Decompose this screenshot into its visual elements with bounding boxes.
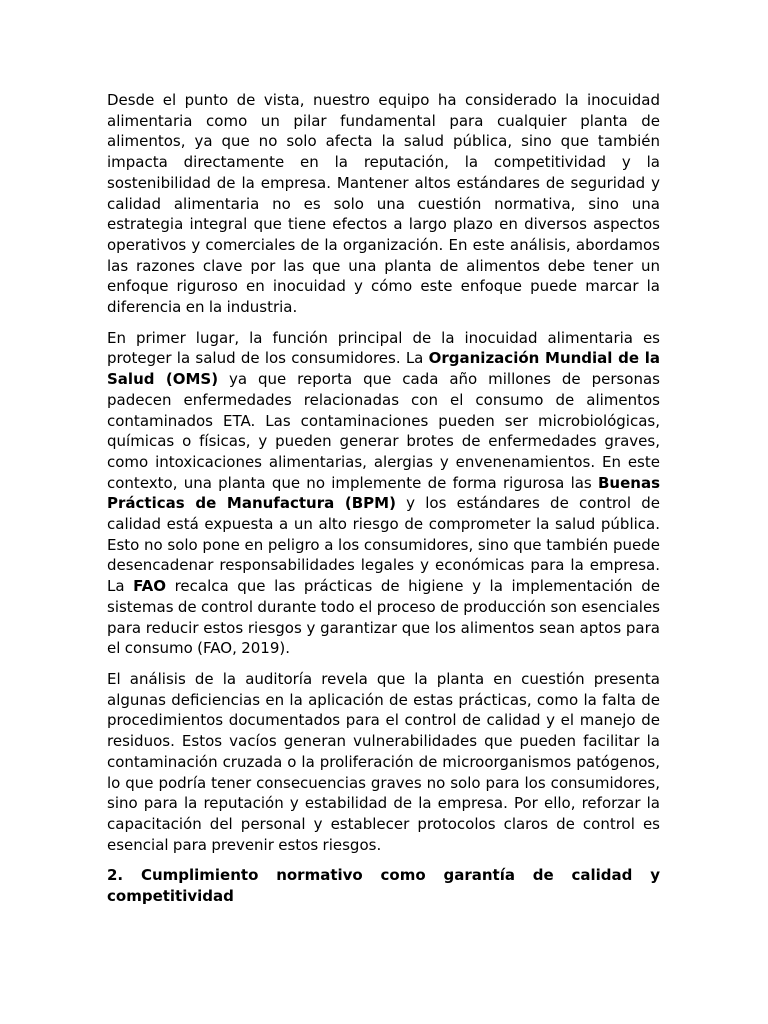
- paragraph-text: En primer lugar, la función principal de la inocuidad alimentaria es proteger la salud de los consumidores. La: [107, 328, 660, 368]
- paragraph-text: recalca que las prácticas de higiene y la implementación de sistemas de control durante todo el proceso de producción son esenciales para reducir estos riesgos y garantizar que los alimentos sean aptos para el consumo (FAO, 2019).: [107, 577, 660, 658]
- bold-term-bpm: Buenas Prácticas de Manufactura (BPM): [107, 473, 660, 513]
- bold-term-fao: FAO: [133, 577, 167, 596]
- paragraph-audit: El análisis de la auditoría revela que la planta en cuestión presenta algunas deficiencias en la aplicación de estas prácticas, como la falta de procedimientos documentados para el control de calidad y el manejo de residuos. Estos vacíos generan vulnerabilidades que pueden facilitar la contaminación cruzada o la proliferación de microorganismos patógenos, lo que podría tener consecuencias graves no solo para los consumidores, sino para la reputación y estabilidad de la empresa. Por ello, reforzar la capacitación del personal y establecer protocolos claros de control es esencial para prevenir estos riesgos.: [107, 669, 660, 854]
- bold-term-oms: Organización Mundial de la Salud (OMS): [107, 349, 660, 389]
- paragraph-health: [107, 328, 660, 659]
- section-heading: 2. Cumplimiento normativo como garantía de calidad y competitividad: [107, 866, 660, 906]
- paragraph-text: y los estándares de control de calidad está expuesta a un alto riesgo de comprometer la salud pública. Esto no solo pone en peligro a los consumidores, sino que también puede desencadenar responsabilidades legales y económicas para la empresa. La: [107, 494, 660, 596]
- paragraph-intro: Desde el punto de vista, nuestro equipo ha considerado la inocuidad alimentaria como un pilar fundamental para cualquier planta de alimentos, ya que no solo afecta la salud pública, sino que también impacta directamente en la reputación, la competitividad y la sostenibilidad de la empresa. Mantener altos estándares de seguridad y calidad alimentaria no es solo una cuestión normativa, sino una estrategia integral que tiene efectos a largo plazo en diversos aspectos operativos y comerciales de la organización. En este análisis, abordamos las razones clave por las que una planta de alimentos debe tener un enfoque riguroso en inocuidad y cómo este enfoque puede marcar la diferencia en la industria.: [107, 91, 660, 317]
- paragraph-text: ya que reporta que cada año millones de personas padecen enfermedades relacionadas con el consumo de alimentos contaminados ETA. Las contaminaciones pueden ser microbiológicas, químicas o físicas, y pueden generar brotes de enfermedades graves, como intoxicaciones alimentarias, alergias y envenenamientos. En este contexto, una planta que no implemente de forma rigurosa las: [107, 370, 660, 492]
- document-page: [107, 90, 660, 907]
